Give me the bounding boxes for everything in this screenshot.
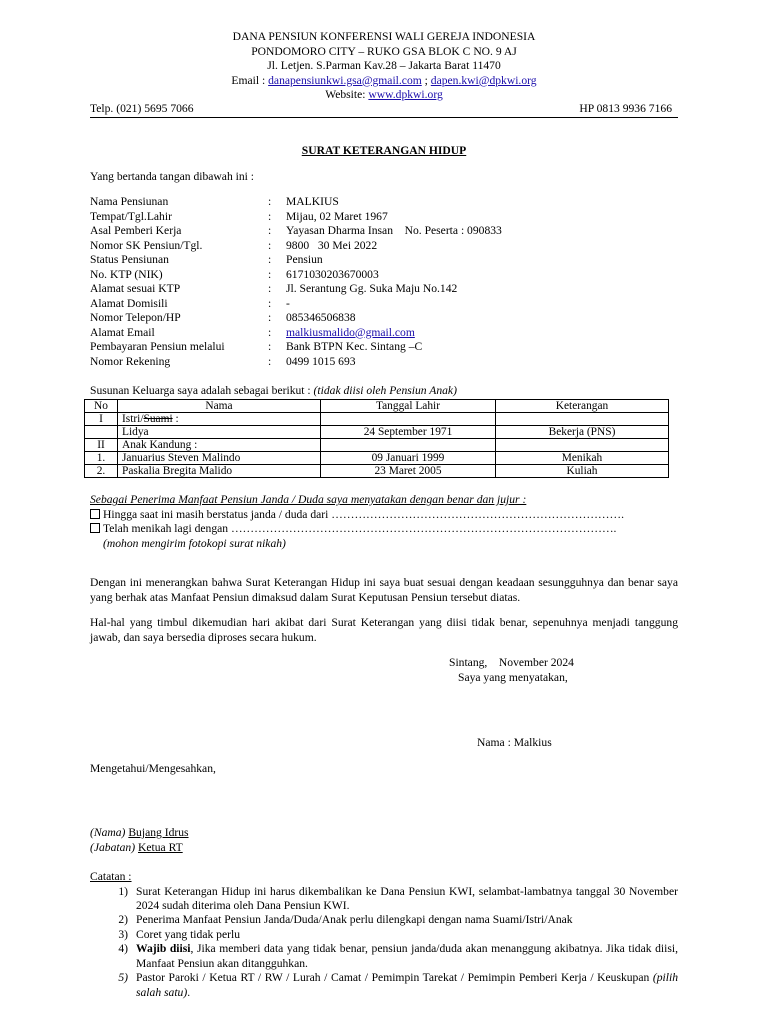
- approver-position: (Jabatan) Ketua RT: [90, 841, 183, 854]
- email-separator: ;: [421, 73, 431, 87]
- table-row: II Anak Kandung :: [85, 439, 669, 452]
- email-prefix: Email :: [231, 73, 269, 87]
- field-pembayaran: Pembayaran Pensiun melalui : Bank BTPN Kec. Sintang –C: [90, 340, 423, 353]
- field-no-ktp: No. KTP (NIK) : 6171030203670003: [90, 267, 379, 281]
- place-date: Sintang, November 2024: [449, 656, 574, 669]
- email-link-1[interactable]: danapensiunkwi.gsa@gmail.com: [268, 73, 422, 87]
- notes-heading: Catatan :: [90, 870, 132, 883]
- checkbox-icon[interactable]: [90, 509, 100, 519]
- note-item: 2) Penerima Manfaat Pensiun Janda/Duda/Anak perlu dilengkapi dengan nama Suami/Istri/Anak: [118, 913, 573, 926]
- website-link[interactable]: www.dpkwi.org: [368, 88, 443, 102]
- signature-name: Nama : Malkius: [477, 736, 552, 749]
- janda-heading: Sebagai Penerima Manfaat Pensiun Janda / Duda saya menyatakan dengan benar dan jujur :: [90, 493, 527, 506]
- statement-paragraph-2: Hal-hal yang timbul dikemudian hari akibat dari Surat Keterangan yang diisi tidak benar, sepenuhnya menjadi tanggung jawab, dan saya bersedia diproses secara hukum.: [90, 616, 678, 644]
- intro-text: Yang bertanda tangan dibawah ini :: [90, 170, 254, 183]
- checkbox-icon[interactable]: [90, 523, 100, 533]
- org-address-2: Jl. Letjen. S.Parman Kav.28 – Jakarta Barat 11470: [267, 59, 501, 73]
- col-header-nama: Nama: [118, 400, 321, 413]
- signature-statement: Saya yang menyatakan,: [458, 670, 568, 684]
- phone-row: [90, 102, 678, 116]
- table-header-row: [85, 400, 669, 413]
- page-title: SURAT KETERANGAN HIDUP: [301, 144, 467, 157]
- table-row: Lidya 24 September 1971 Bekerja (PNS): [85, 426, 669, 439]
- field-alamat-email: Alamat Email : malkiusmalido@gmail.com: [90, 325, 415, 339]
- statement-paragraph-1: Dengan ini menerangkan bahwa Surat Keterangan Hidup ini saya buat sesuai dengan keadaan sesungguhnya dan benar saya yang berhak atas Manfaat Pensiun dimaksud dalam Surat Keputusan Pensiun tersebut diatas.: [90, 576, 678, 604]
- janda-note: (mohon mengirim fotokopi surat nikah): [103, 536, 286, 550]
- approver-name: (Nama) Bujang Idrus: [90, 826, 189, 839]
- note-item: 3) Coret yang tidak perlu: [118, 927, 240, 941]
- field-nama-pensiunan: Nama Pensiunan : MALKIUS: [90, 195, 339, 208]
- note-item: 5) Pastor Paroki / Ketua RT / RW / Lurah / Camat / Pemimpin Tarekat / Pemimpin Pemberi Kerja / Keuskupan (pilih salah satu).: [118, 971, 678, 999]
- col-header-keterangan: Keterangan: [496, 400, 669, 413]
- field-nomor-telepon: Nomor Telepon/HP : 085346506838: [90, 311, 356, 324]
- org-address-1: PONDOMORO CITY – RUKO GSA BLOK C NO. 9 AJ: [251, 44, 517, 58]
- note-item: 4) Wajib diisi, Jika memberi data yang tidak benar, pensiun janda/duda akan menanggung akibatnya. Jika tidak diisi, Manfaat Pensiun akan ditangguhkan.: [118, 942, 678, 970]
- family-table: [84, 399, 669, 478]
- field-alamat-domisili: Alamat Domisili : -: [90, 296, 290, 310]
- note-item: 1) Surat Keterangan Hidup ini harus dikembalikan ke Dana Pensiun KWI, selambat-lambatnya tanggal 30 November 2024 sudah diterima oleh Dana Pensiun KWI.: [118, 884, 678, 913]
- approval-label: Mengetahui/Mengesahkan,: [90, 762, 216, 775]
- org-email-line: [90, 74, 678, 89]
- org-website-line: [90, 88, 678, 103]
- col-header-no: No: [85, 400, 118, 413]
- email-value-link[interactable]: malkiusmalido@gmail.com: [286, 325, 415, 339]
- table-row: 1. Januarius Steven Malindo 09 Januari 1999 Menikah: [85, 452, 669, 465]
- janda-option-2[interactable]: Telah menikah lagi dengan ……………………………………………………………………………………….: [90, 522, 616, 537]
- email-link-2[interactable]: dapen.kwi@dpkwi.org: [430, 73, 537, 87]
- family-intro: Susunan Keluarga saya adalah sebagai berikut : (tidak diisi oleh Pensiun Anak): [90, 384, 457, 397]
- field-asal-pemberi-kerja: Asal Pemberi Kerja : Yayasan Dharma Insan No. Peserta : 090833: [90, 224, 502, 237]
- janda-option-1[interactable]: Hingga saat ini masih berstatus janda / duda dari ………………………………………………………………….: [90, 508, 624, 523]
- field-nomor-rekening: Nomor Rekening : 0499 1015 693: [90, 354, 356, 368]
- org-name: DANA PENSIUN KONFERENSI WALI GEREJA INDONESIA: [232, 30, 536, 43]
- field-alamat-ktp: Alamat sesuai KTP : Jl. Serantung Gg. Suka Maju No.142: [90, 282, 458, 295]
- header-divider: [90, 117, 678, 118]
- hp: HP 0813 9936 7166: [579, 102, 672, 115]
- telp: Telp. (021) 5695 7066: [90, 102, 194, 115]
- col-header-tanggal: Tanggal Lahir: [321, 400, 496, 413]
- letterhead: [90, 30, 678, 103]
- field-status-pensiunan: Status Pensiunan : Pensiun: [90, 253, 323, 266]
- field-nomor-sk: Nomor SK Pensiun/Tgl. : 9800 30 Mei 2022: [90, 238, 378, 252]
- table-row: I Istri/Suami :: [85, 413, 669, 426]
- website-prefix: Website:: [325, 88, 369, 102]
- table-row: 2. Paskalia Bregita Malido 23 Maret 2005 Kuliah: [85, 465, 669, 478]
- field-tempat-tgl-lahir: Tempat/Tgl.Lahir : Mijau, 02 Maret 1967: [90, 209, 388, 223]
